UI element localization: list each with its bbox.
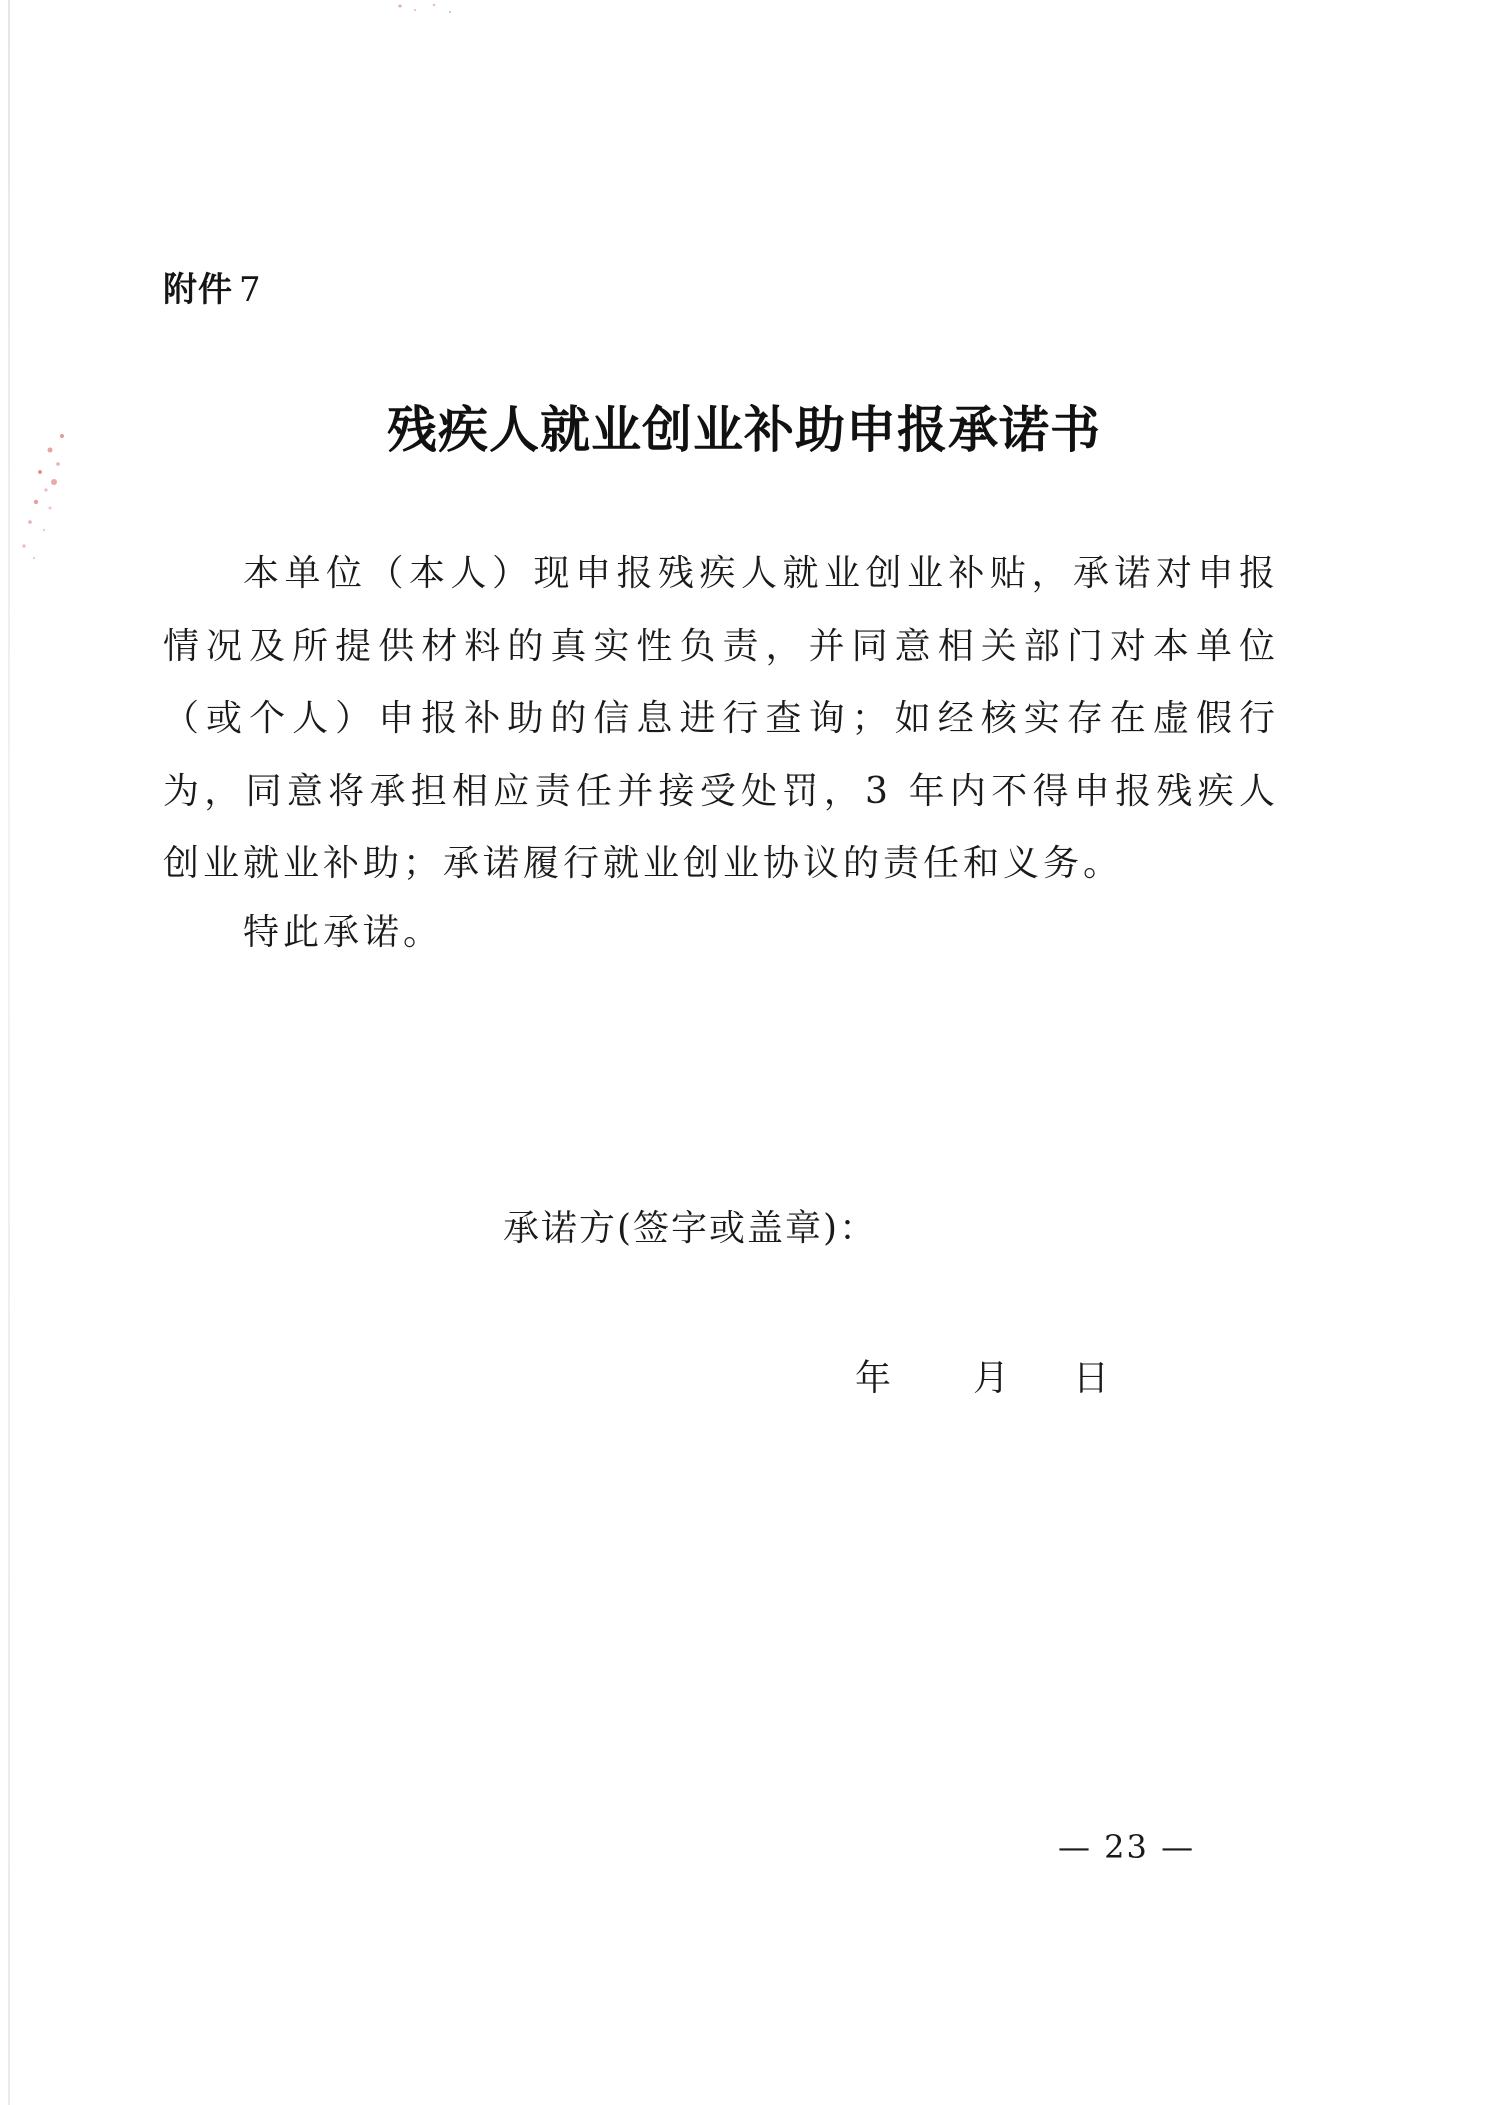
scan-edge <box>8 0 10 2105</box>
commitment-body <box>163 538 1279 901</box>
date-line <box>855 1350 1109 1401</box>
date-year: 年 <box>855 1358 892 1399</box>
document-title: 残疾人就业创业补助申报承诺书 <box>387 400 1101 459</box>
attachment-label <box>163 262 262 311</box>
date-day: 日 <box>1073 1358 1110 1399</box>
attachment-label-text: 附件 <box>163 270 233 310</box>
attachment-number: 7 <box>239 270 262 310</box>
scan-speck-top <box>390 0 470 18</box>
page-number: — 23 — <box>1058 1828 1196 1866</box>
commitment-paragraph: 本单位（本人）现申报残疾人就业创业补贴，承诺对申报情况及所提供材料的真实性负责，并同意相关部门对本单位（或个人）申报补助的信息进行查询；如经核实存在虚假行为，同意将承担相应责任并接受处罚，3 年内不得申报残疾人创业就业补助；承诺履行就业创业协议的责任和义务。 <box>163 553 1279 885</box>
signature-label: 承诺方(签字或盖章)： <box>503 1208 878 1249</box>
date-month: 月 <box>973 1358 1010 1399</box>
closing-statement: 特此承诺。 <box>243 912 444 953</box>
